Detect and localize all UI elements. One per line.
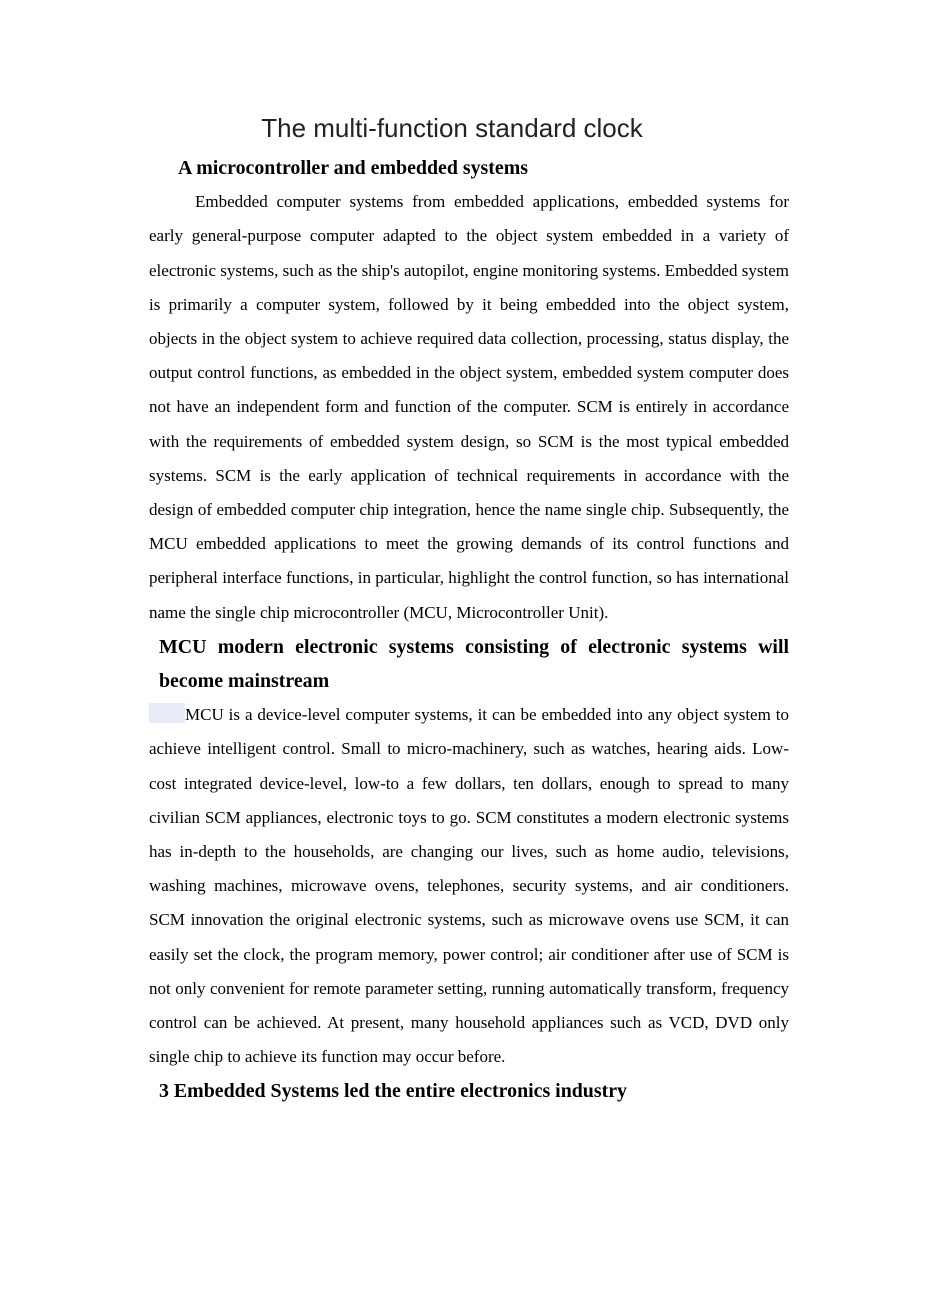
paragraph-text: MCU is a device-level computer systems, it can be embedded into any object system to achieve intelligent control. Small to micro-machinery, such as watches, hearing aids. Low-cost integrated device-level, low-to a few dollars, ten dollars, enough to spread to many civilian SCM appliances, electronic toys to go. SCM constitutes a modern electronic systems has in-depth to the households, are changing our lives, such as home audio, televisions, washing machines, microwave ovens, telephones, security systems, and air conditioners. SCM innovation the original electronic systems, such as microwave ovens use SCM, it can easily set the clock, the program memory, power control; air conditioner after use of SCM is not only convenient for remote parameter setting, running automatically transform, frequency control can be achieved. At present, many household appliances such as VCD, DVD only single chip to achieve its function may occur before. bbox=[149, 705, 789, 1067]
section-heading: A microcontroller and embedded systems bbox=[178, 157, 529, 179]
paragraph bbox=[149, 698, 789, 1074]
section-heading: 3 Embedded Systems led the entire electronics industry bbox=[159, 1080, 627, 1103]
document-title: The multi-function standard clock bbox=[261, 113, 643, 143]
document-body bbox=[149, 151, 789, 1109]
highlight-mark bbox=[149, 703, 185, 723]
paragraph: Embedded computer systems from embedded applications, embedded systems for early general-purpose computer adapted to the object system embedded in a variety of electronic systems, such as the ship's autopilot, engine monitoring systems. Embedded system is primarily a computer system, followed by it being embedded into the object system, objects in the object system to achieve required data collection, processing, status display, the output control functions, as embedded in the object system, embedded system computer does not have an independent form and function of the computer. SCM is entirely in accordance with the requirements of embedded system design, so SCM is the most typical embedded systems. SCM is the early application of technical requirements in accordance with the design of embedded computer chip integration, hence the name single chip. Subsequently, the MCU embedded applications to meet the growing demands of its control functions and peripheral interface functions, in particular, highlight the control function, so has international name the single chip microcontroller (MCU, Microcontroller Unit). bbox=[149, 192, 789, 622]
section-heading: MCU modern electronic systems consisting of electronic systems will become mainstream bbox=[159, 635, 789, 693]
